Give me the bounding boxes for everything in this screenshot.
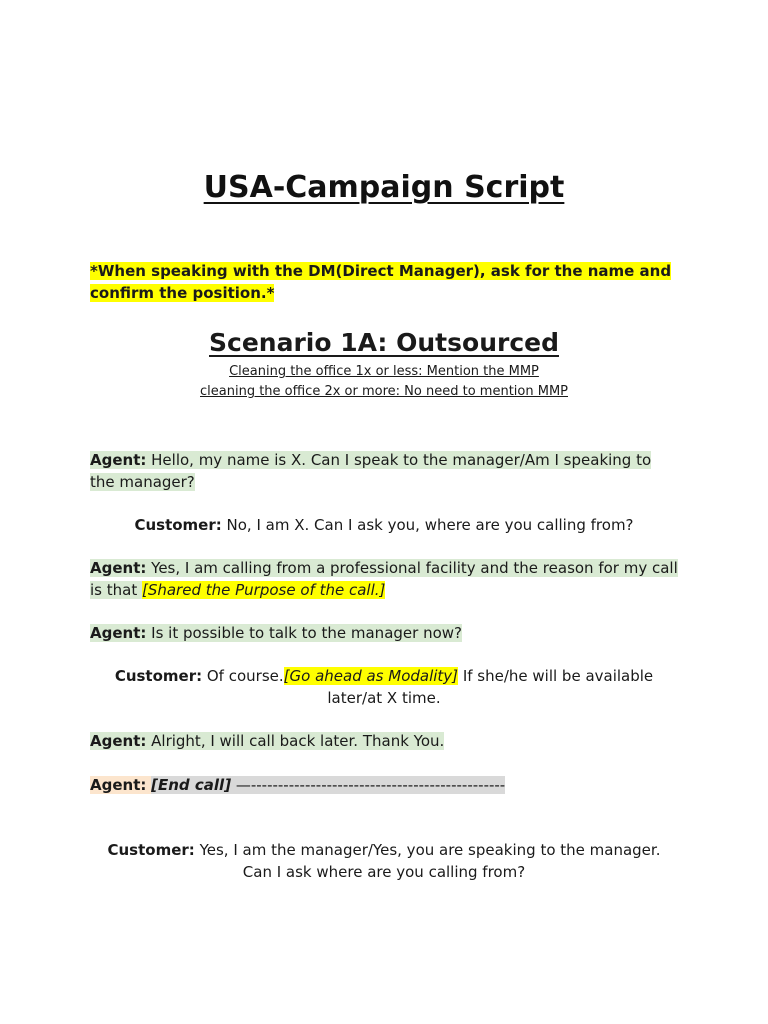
dialogue-line-agent-callback bbox=[90, 730, 680, 752]
speaker-label: Customer: bbox=[114, 667, 203, 685]
manager-note-text: hen speaking with the DM(Direct Manager), ask for the name and confirm the position.* bbox=[90, 262, 672, 302]
dialogue-line-agent-ask-manager bbox=[90, 622, 680, 644]
dialogue-text: Is it possible to talk to the manager now? bbox=[146, 624, 462, 642]
dialogue-text: later/at X time. bbox=[327, 689, 441, 707]
manager-note bbox=[90, 260, 690, 304]
separator-dashes: —----------------------------------------------- bbox=[231, 776, 506, 794]
dialogue-text: Hello, my name is X. Can I speak to the manager/Am I speaking to the manager? bbox=[90, 451, 652, 491]
manager-note-prefix: *W bbox=[90, 262, 115, 280]
dialogue-line-agent-greeting bbox=[90, 449, 680, 493]
end-call-placeholder: [End call] bbox=[151, 776, 232, 794]
speaker-label: Agent: bbox=[90, 776, 147, 794]
dialogue-text: No, I am X. Can I ask you, where are you calling from? bbox=[221, 516, 634, 534]
scenario-title: Scenario 1A: Outsourced bbox=[209, 328, 559, 357]
speaker-label: Agent: bbox=[90, 624, 147, 642]
speaker-label: Agent: bbox=[90, 559, 147, 577]
dialogue-line-agent-purpose bbox=[90, 557, 680, 601]
page-title: USA-Campaign Script bbox=[203, 170, 565, 205]
speaker-label: Customer: bbox=[134, 516, 222, 534]
dialogue-line-customer-availability bbox=[0, 665, 768, 709]
dialogue-line-customer-manager bbox=[0, 839, 768, 883]
speaker-label: Customer: bbox=[107, 841, 195, 859]
dialogue-text: Of course. bbox=[202, 667, 284, 685]
speaker-label: Agent: bbox=[90, 451, 147, 469]
dialogue-line-customer-question bbox=[0, 514, 768, 536]
scenario-rule-2: cleaning the office 2x or more: No need to mention MMP bbox=[200, 384, 568, 399]
scenario-rule-1: Cleaning the office 1x or less: Mention the MMP bbox=[229, 364, 539, 379]
dialogue-text: Yes, I am calling from a professional facility and the reason for my call is that bbox=[90, 559, 678, 599]
dialogue-text: Can I ask where are you calling from? bbox=[242, 863, 526, 881]
purpose-placeholder: [Shared the Purpose of the call.] bbox=[141, 581, 386, 599]
dialogue-text: If she/he will be available bbox=[458, 667, 654, 685]
dialogue-line-agent-end-call bbox=[90, 774, 680, 796]
modality-placeholder: [Go ahead as Modality] bbox=[283, 667, 459, 685]
speaker-label: Agent: bbox=[90, 732, 147, 750]
dialogue-text: Yes, I am the manager/Yes, you are speaking to the manager. bbox=[194, 841, 661, 859]
dialogue-text: Alright, I will call back later. Thank You. bbox=[146, 732, 445, 750]
